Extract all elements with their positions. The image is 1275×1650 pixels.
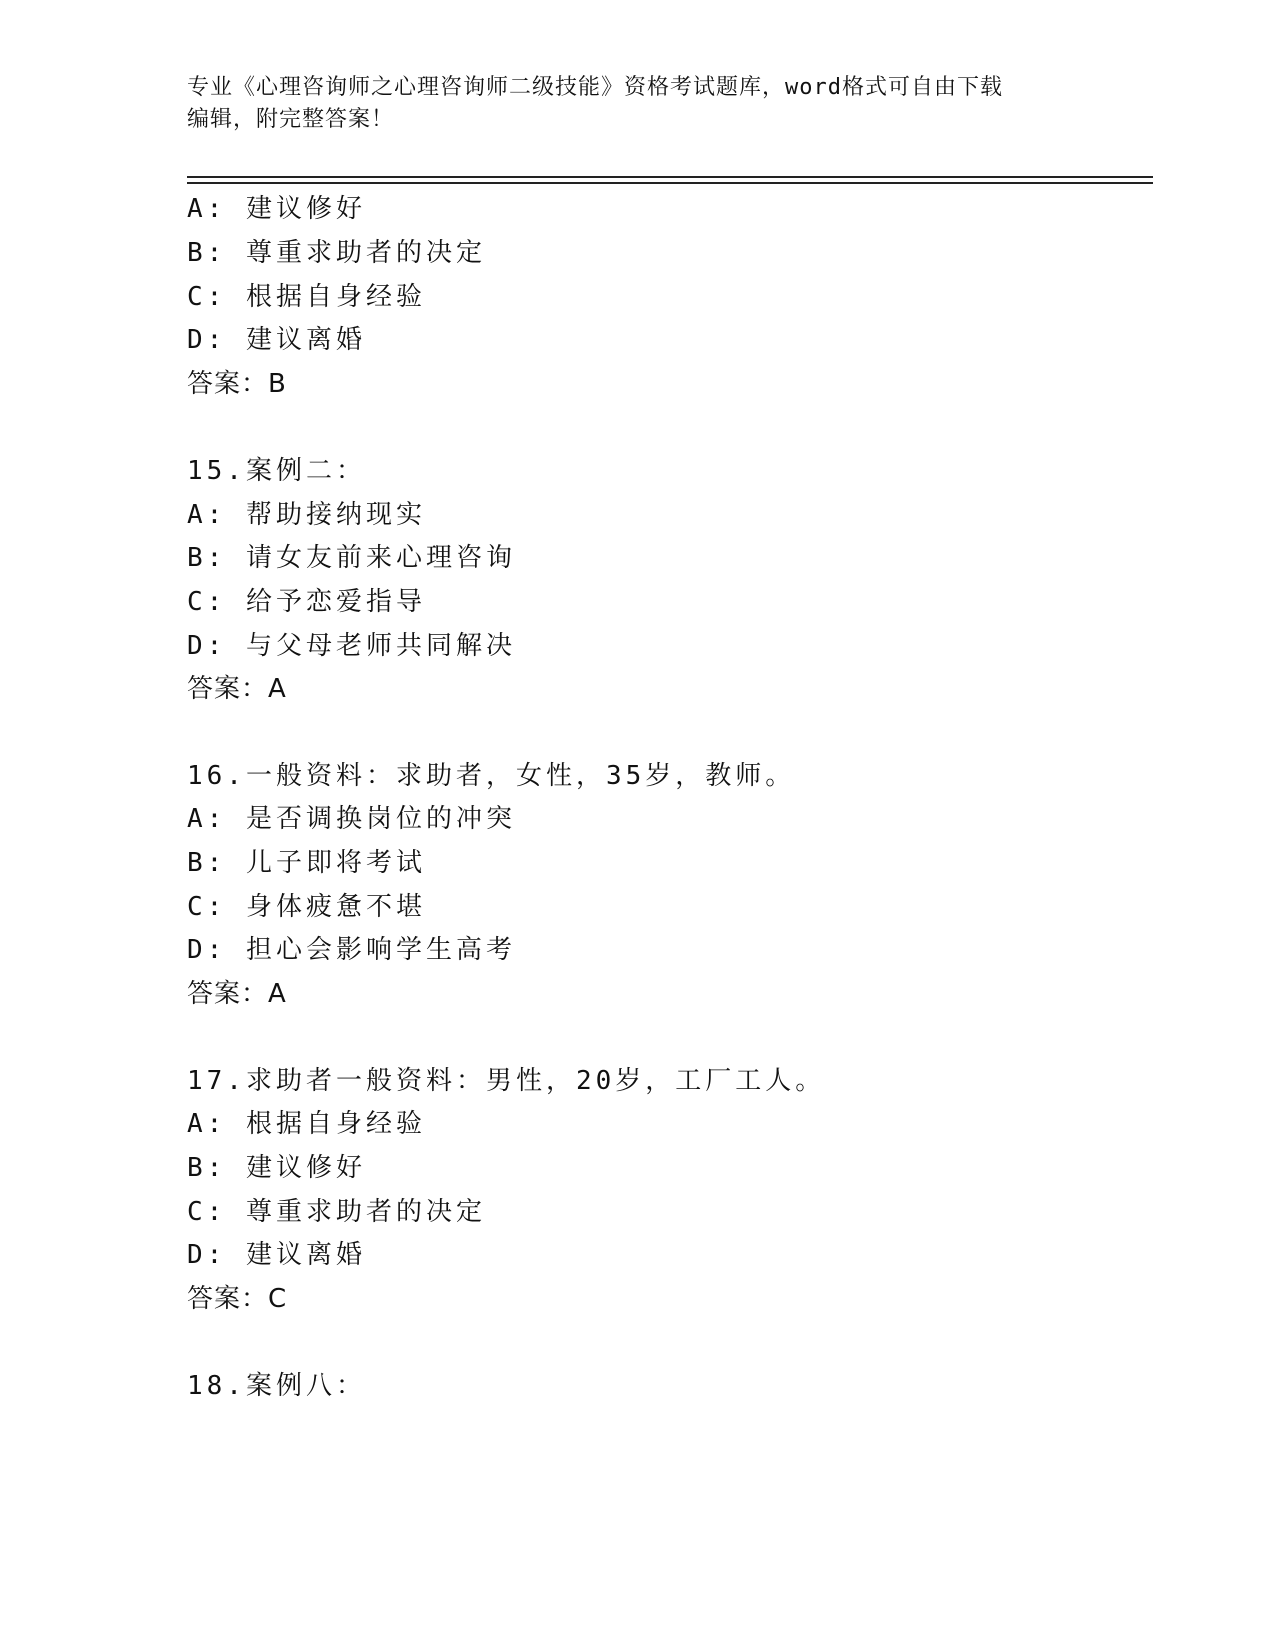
option-d: D: 与父母老师共同解决 xyxy=(187,631,516,661)
option-a: A: 是否调换岗位的冲突 xyxy=(187,804,516,834)
option-b: B: 尊重求助者的决定 xyxy=(187,238,486,268)
answer: 答案：A xyxy=(187,979,287,1009)
option-b: B: 建议修好 xyxy=(187,1153,366,1183)
option-b: B: 请女友前来心理咨询 xyxy=(187,543,516,573)
question-17-stem: 17.求助者一般资料：男性，20岁，工厂工人。 xyxy=(187,1066,826,1096)
option-b: B: 儿子即将考试 xyxy=(187,848,426,878)
header-line-1: 专业《心理咨询师之心理咨询师二级技能》资格考试题库，word格式可自由下载 xyxy=(187,75,1003,100)
question-16-stem: 16.一般资料：求助者，女性，35岁，教师。 xyxy=(187,761,796,791)
question-18-stem: 18.案例八： xyxy=(187,1371,366,1401)
option-d: D: 担心会影响学生高考 xyxy=(187,935,516,965)
answer: 答案：B xyxy=(187,369,287,399)
option-d: D: 建议离婚 xyxy=(187,1240,366,1270)
header-line-2: 编辑，附完整答案！ xyxy=(187,107,395,132)
option-c: C: 给予恋爱指导 xyxy=(187,587,426,617)
option-a: A: 根据自身经验 xyxy=(187,1109,426,1139)
answer: 答案：A xyxy=(187,674,287,704)
header-divider-bottom xyxy=(187,182,1153,184)
option-c: C: 尊重求助者的决定 xyxy=(187,1197,486,1227)
answer: 答案：C xyxy=(187,1284,288,1314)
option-d: D: 建议离婚 xyxy=(187,325,366,355)
question-15-stem: 15.案例二： xyxy=(187,456,366,486)
option-a: A: 建议修好 xyxy=(187,194,366,224)
option-c: C: 身体疲惫不堪 xyxy=(187,892,426,922)
option-a: A: 帮助接纳现实 xyxy=(187,500,426,530)
option-c: C: 根据自身经验 xyxy=(187,282,426,312)
document-header xyxy=(187,72,1067,136)
header-divider-top xyxy=(187,176,1153,178)
